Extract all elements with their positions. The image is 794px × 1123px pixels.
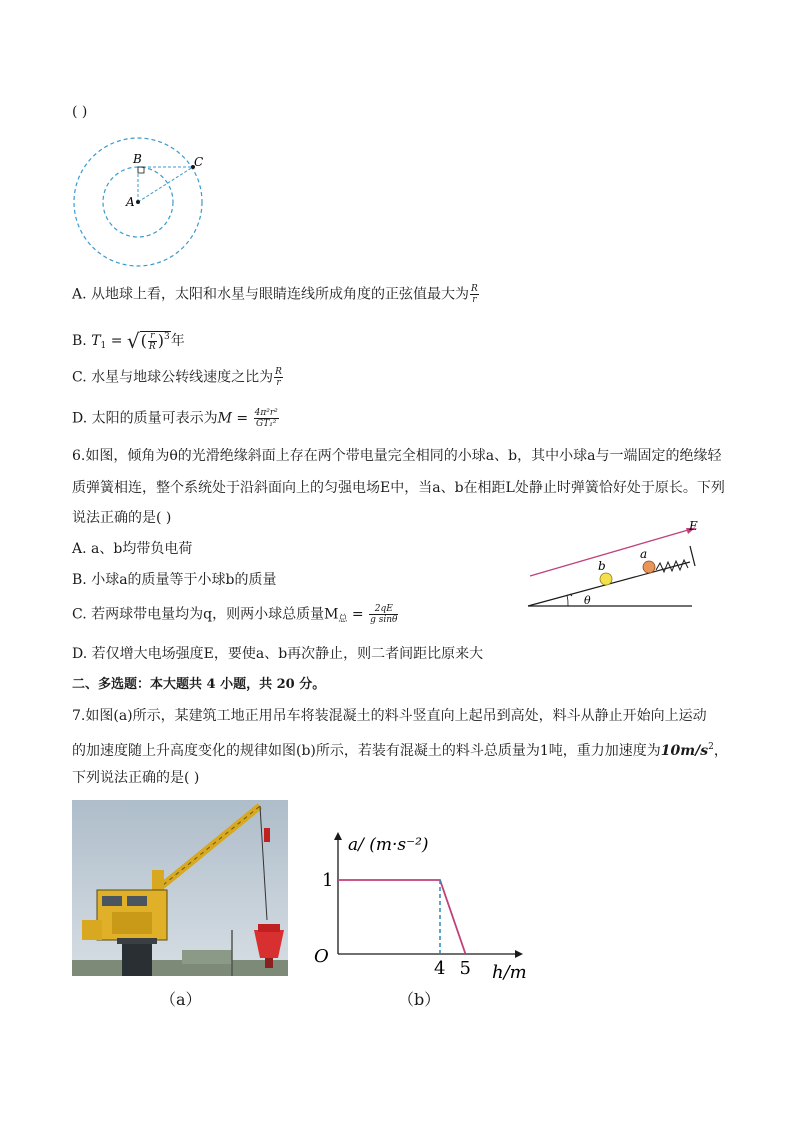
caption-b: （b） <box>398 990 441 1009</box>
sun-point <box>136 200 140 204</box>
label-a: a <box>640 547 648 561</box>
q5-answer-bracket: ( ) <box>72 104 88 120</box>
ball-b <box>600 573 612 585</box>
x-tick-5: 5 <box>459 958 471 979</box>
ball-a <box>643 561 655 573</box>
q7-stem-line1: 7.如图(a)所示，某建筑工地正用吊车将装混凝土的料斗竖直向上起吊到高处，料斗从静止开始向上运动 <box>72 708 707 724</box>
q6-option-d: D. 若仅增大电场强度E，要使a、b再次静止，则二者间距比原来大 <box>72 646 484 662</box>
q6-stem-line2: 质弹簧相连，整个系统处于沿斜面向上的匀强电场E中，当a、b在相距L处静止时弹簧恰好处于原长。下列 <box>72 480 725 496</box>
orbit-figure <box>70 136 206 272</box>
origin-label: O <box>314 946 329 967</box>
q5-option-b: B. $T_1$ = √( $\frac{r}{R}$ )$^3$年 <box>72 329 185 353</box>
label-C: C <box>194 155 204 169</box>
q7-stem-line3: 下列说法正确的是( ) <box>72 770 200 786</box>
q6-option-a: A. a、b均带负电荷 <box>72 541 193 557</box>
field-arrow <box>530 528 695 576</box>
q7-stem-line2: 的加速度随上升高度变化的规律如图(b)所示，若装有混凝土的料斗总质量为1吨，重力加速度为$10m/s^2$， <box>72 742 728 759</box>
y-axis-label: a/ (m·s⁻²) <box>348 835 429 855</box>
y-axis-arrow <box>334 832 342 840</box>
label-B: B <box>133 152 142 166</box>
label-b: b <box>598 559 606 573</box>
q5-option-c: C. 水星与地球公转线速度之比为 $\frac{R}{r}$ <box>72 367 282 388</box>
x-axis-label: h/m <box>492 962 527 983</box>
y-tick-1: 1 <box>322 870 334 891</box>
caption-a: （a） <box>160 990 202 1009</box>
acceleration-series-line <box>338 880 466 954</box>
label-A: A <box>126 195 135 209</box>
incline-figure <box>520 516 710 616</box>
q6-stem-line1: 6.如图，倾角为θ的光滑绝缘斜面上存在两个带电量完全相同的小球a、b，其中小球a与一端固定的绝缘轻 <box>72 448 722 464</box>
acceleration-height-chart <box>310 826 540 986</box>
label-theta: θ <box>584 594 591 607</box>
q6-option-c: C. 若两球带电量均为q，则两小球总质量$M_总$ = $\frac{2qE}{\text{g sinθ}}$ <box>72 604 398 625</box>
section-multi-choice-title: 二、多选题：本大题共 4 小题，共 20 分。 <box>72 677 326 692</box>
label-E: E <box>689 519 698 533</box>
crane-photo <box>72 800 288 976</box>
q5-option-a: A. 从地球上看，太阳和水星与眼睛连线所成角度的正弦值最大为 $\frac{R}{r}$ <box>72 284 478 305</box>
x-axis-arrow <box>515 950 523 958</box>
x-tick-4: 4 <box>434 958 446 979</box>
q6-stem-line3: 说法正确的是( ) <box>72 510 172 526</box>
q5-option-d: D. 太阳的质量可表示为M = $\frac{\text{4π²r²}}{\text{GT₁²}}$ <box>72 408 278 429</box>
q6-option-b: B. 小球a的质量等于小球b的质量 <box>72 572 277 588</box>
